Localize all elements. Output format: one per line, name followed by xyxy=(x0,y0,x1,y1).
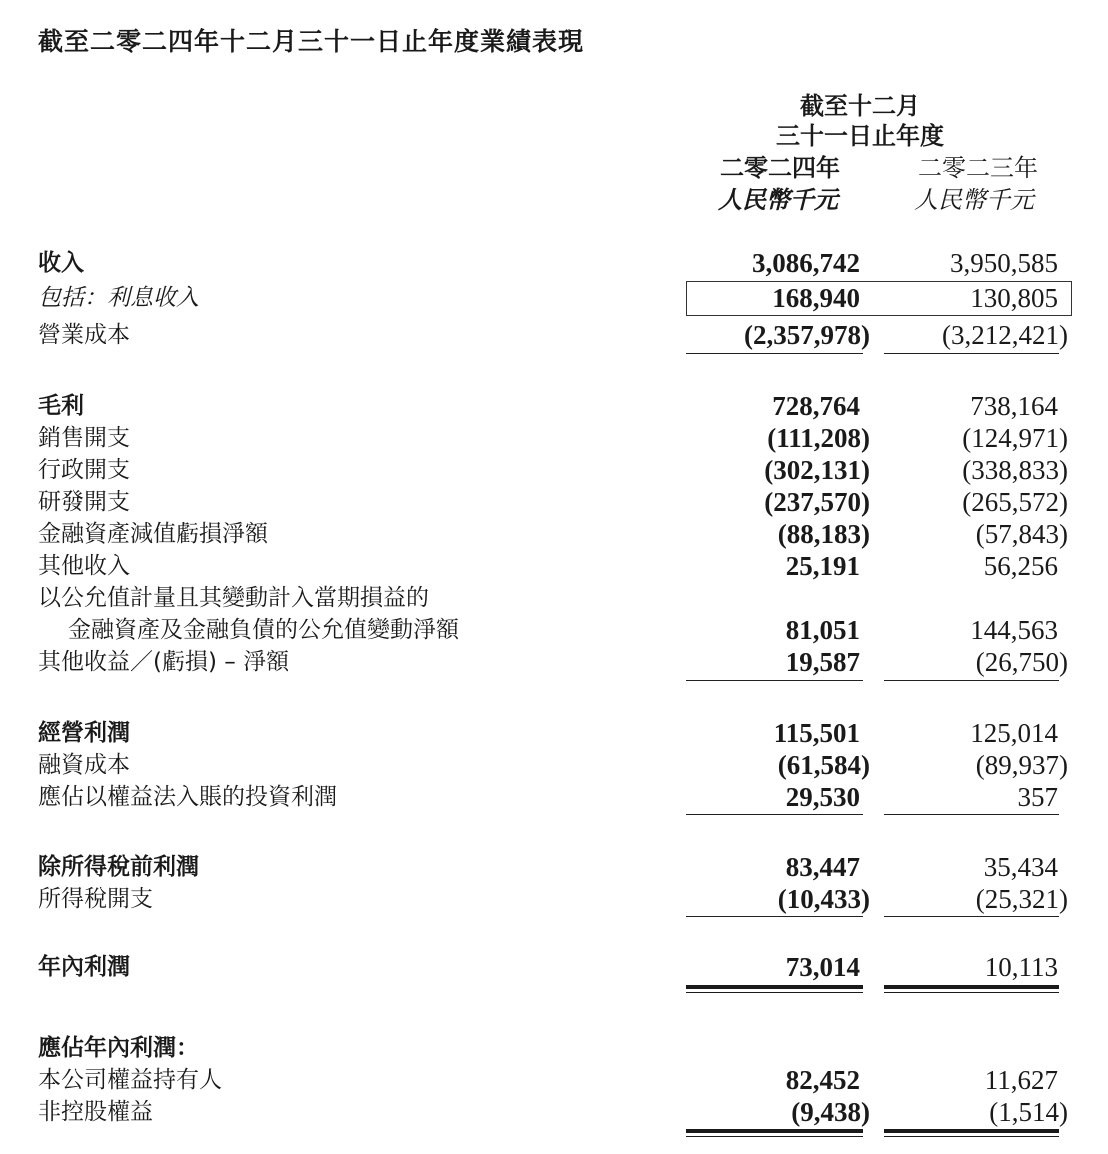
value-2023-fvtpl: 144,563 xyxy=(970,615,1058,645)
value-2024-profit-for-year: 73,014 xyxy=(785,952,860,982)
row-label-cost-of-sales: 營業成本 xyxy=(38,322,130,348)
value-2024-equity-holders: 82,452 xyxy=(785,1065,860,1095)
value-2024-fvtpl: 81,051 xyxy=(785,615,860,645)
subtotal-rule xyxy=(884,680,1059,681)
value-2023-other-gains-losses: (26,750) xyxy=(975,647,1068,677)
total-double-rule xyxy=(686,985,863,998)
value-2024-non-controlling-interests: (9,438) xyxy=(791,1097,870,1127)
value-2024-other-gains-losses: 19,587 xyxy=(785,647,860,677)
period-header-line1: 截至十二月 xyxy=(800,92,920,120)
row-label-fvtpl-line2: 金融資產及金融負債的公允值變動淨額 xyxy=(68,617,459,643)
column-header-2024: 二零二四年 xyxy=(720,154,840,182)
value-2024-finance-costs: (61,584) xyxy=(777,750,870,780)
value-2023-impairment-losses: (57,843) xyxy=(975,519,1068,549)
value-2023-equity-holders: 11,627 xyxy=(984,1065,1058,1095)
subtotal-rule xyxy=(686,814,863,815)
value-2024-revenue: 3,086,742 xyxy=(752,248,860,278)
value-2023-selling-expenses: (124,971) xyxy=(962,423,1068,453)
row-label-gross-profit: 毛利 xyxy=(38,393,84,419)
value-2024-gross-profit: 728,764 xyxy=(772,391,860,421)
row-label-other-income: 其他收入 xyxy=(38,553,130,579)
subtotal-rule xyxy=(884,353,1059,354)
row-label-profit-for-year: 年內利潤 xyxy=(38,954,130,980)
row-label-finance-costs: 融資成本 xyxy=(38,752,130,778)
row-label-rd-expenses: 研發開支 xyxy=(38,489,130,515)
value-2024-other-income: 25,191 xyxy=(785,551,860,581)
value-2023-revenue: 3,950,585 xyxy=(950,248,1058,278)
value-2023-cost-of-sales: (3,212,421) xyxy=(942,320,1068,350)
value-2023-operating-profit: 125,014 xyxy=(970,718,1058,748)
subtotal-rule xyxy=(884,814,1059,815)
row-label-share-of-profit-equity-method: 應佔以權益法入賬的投資利潤 xyxy=(38,784,337,810)
row-label-profit-before-tax: 除所得稅前利潤 xyxy=(38,854,199,880)
row-label-interest-income: 包括：利息收入 xyxy=(38,285,199,311)
value-2024-interest-income: 168,940 xyxy=(772,283,860,313)
column-unit-2023: 人民幣千元 xyxy=(914,186,1034,214)
page-title: 截至二零二四年十二月三十一日止年度業績表現 xyxy=(38,27,585,56)
value-2024-admin-expenses: (302,131) xyxy=(764,455,870,485)
row-label-non-controlling-interests: 非控股權益 xyxy=(38,1099,153,1125)
period-header-line2: 三十一日止年度 xyxy=(776,122,944,150)
row-label-equity-holders: 本公司權益持有人 xyxy=(38,1067,222,1093)
value-2023-share-of-profit-equity-method: 357 xyxy=(1017,782,1058,812)
column-header-2023: 二零二三年 xyxy=(918,154,1038,182)
row-label-income-tax: 所得稅開支 xyxy=(38,886,153,912)
value-2024-income-tax: (10,433) xyxy=(777,884,870,914)
row-label-operating-profit: 經營利潤 xyxy=(38,720,130,746)
row-label-selling-expenses: 銷售開支 xyxy=(38,425,130,451)
subtotal-rule xyxy=(686,916,863,917)
value-2023-income-tax: (25,321) xyxy=(975,884,1068,914)
value-2023-gross-profit: 738,164 xyxy=(970,391,1058,421)
row-label-impairment-losses: 金融資產減值虧損淨額 xyxy=(38,521,268,547)
value-2024-share-of-profit-equity-method: 29,530 xyxy=(785,782,860,812)
value-2023-rd-expenses: (265,572) xyxy=(962,487,1068,517)
subtotal-rule xyxy=(686,353,863,354)
value-2023-non-controlling-interests: (1,514) xyxy=(989,1097,1068,1127)
total-double-rule xyxy=(884,985,1059,998)
row-label-revenue: 收入 xyxy=(38,250,84,276)
value-2023-profit-for-year: 10,113 xyxy=(984,952,1058,982)
subtotal-rule xyxy=(686,680,863,681)
row-label-attributable-to: 應佔年內利潤： xyxy=(38,1035,199,1061)
total-double-rule xyxy=(884,1129,1059,1142)
column-unit-2024: 人民幣千元 xyxy=(718,186,838,214)
value-2024-operating-profit: 115,501 xyxy=(773,718,860,748)
row-label-fvtpl-line1: 以公允值計量且其變動計入當期損益的 xyxy=(38,585,429,611)
value-2023-finance-costs: (89,937) xyxy=(975,750,1068,780)
value-2024-profit-before-tax: 83,447 xyxy=(785,852,860,882)
value-2023-other-income: 56,256 xyxy=(983,551,1058,581)
value-2024-rd-expenses: (237,570) xyxy=(764,487,870,517)
value-2023-interest-income: 130,805 xyxy=(970,283,1058,313)
row-label-other-gains-losses: 其他收益／(虧損) – 淨額 xyxy=(38,649,290,675)
subtotal-rule xyxy=(884,916,1059,917)
value-2023-admin-expenses: (338,833) xyxy=(962,455,1068,485)
value-2023-profit-before-tax: 35,434 xyxy=(983,852,1058,882)
value-2024-cost-of-sales: (2,357,978) xyxy=(744,320,870,350)
value-2024-selling-expenses: (111,208) xyxy=(767,423,870,453)
value-2024-impairment-losses: (88,183) xyxy=(777,519,870,549)
row-label-admin-expenses: 行政開支 xyxy=(38,457,130,483)
total-double-rule xyxy=(686,1129,863,1142)
